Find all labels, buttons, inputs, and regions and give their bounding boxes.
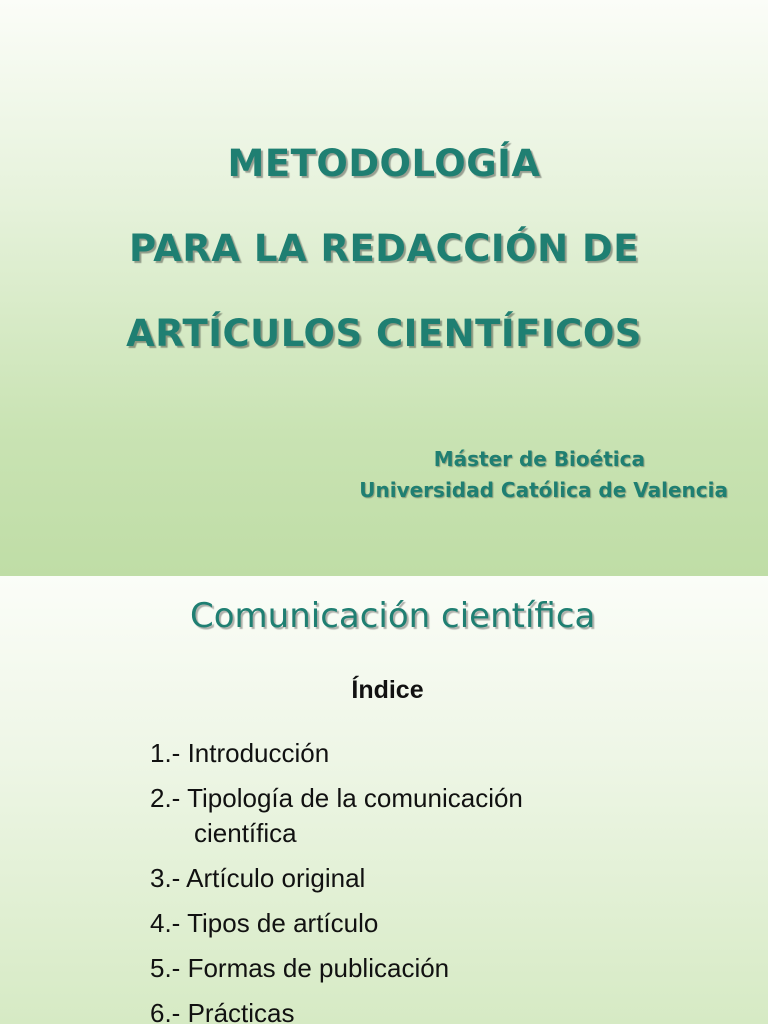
index-item-continuation: científica [194,818,297,848]
index-list [150,736,523,1024]
index-item-text: 1.- Introducción [150,738,330,768]
subtitle-university: Universidad Católica de Valencia [359,478,728,502]
index-item-text: 4.- Tipos de artículo [150,908,379,938]
index-heading: Índice [351,676,424,704]
index-item-3 [150,861,523,896]
index-item-text: 6.- Prácticas [150,998,295,1024]
title-line-2: PARA LA REDACCIÓN DE [129,227,639,270]
index-item-text: 2.- Tipología de la comunicación [150,783,523,813]
title-line-3: ARTÍCULOS CIENTÍFICOS [126,312,642,355]
title-line-1: METODOLOGÍA [227,142,541,185]
index-item-1 [150,736,523,771]
slide-index [0,576,768,1024]
index-item-text: 5.- Formas de publicación [150,953,450,983]
index-item-text: 3.- Artículo original [150,863,366,893]
index-item-4 [150,906,523,941]
index-item-6 [150,996,523,1024]
slide-title: Comunicación científica [190,596,596,636]
subtitle-program: Máster de Bioética [433,447,645,471]
index-item-5 [150,951,523,986]
index-item-2 [150,781,523,851]
